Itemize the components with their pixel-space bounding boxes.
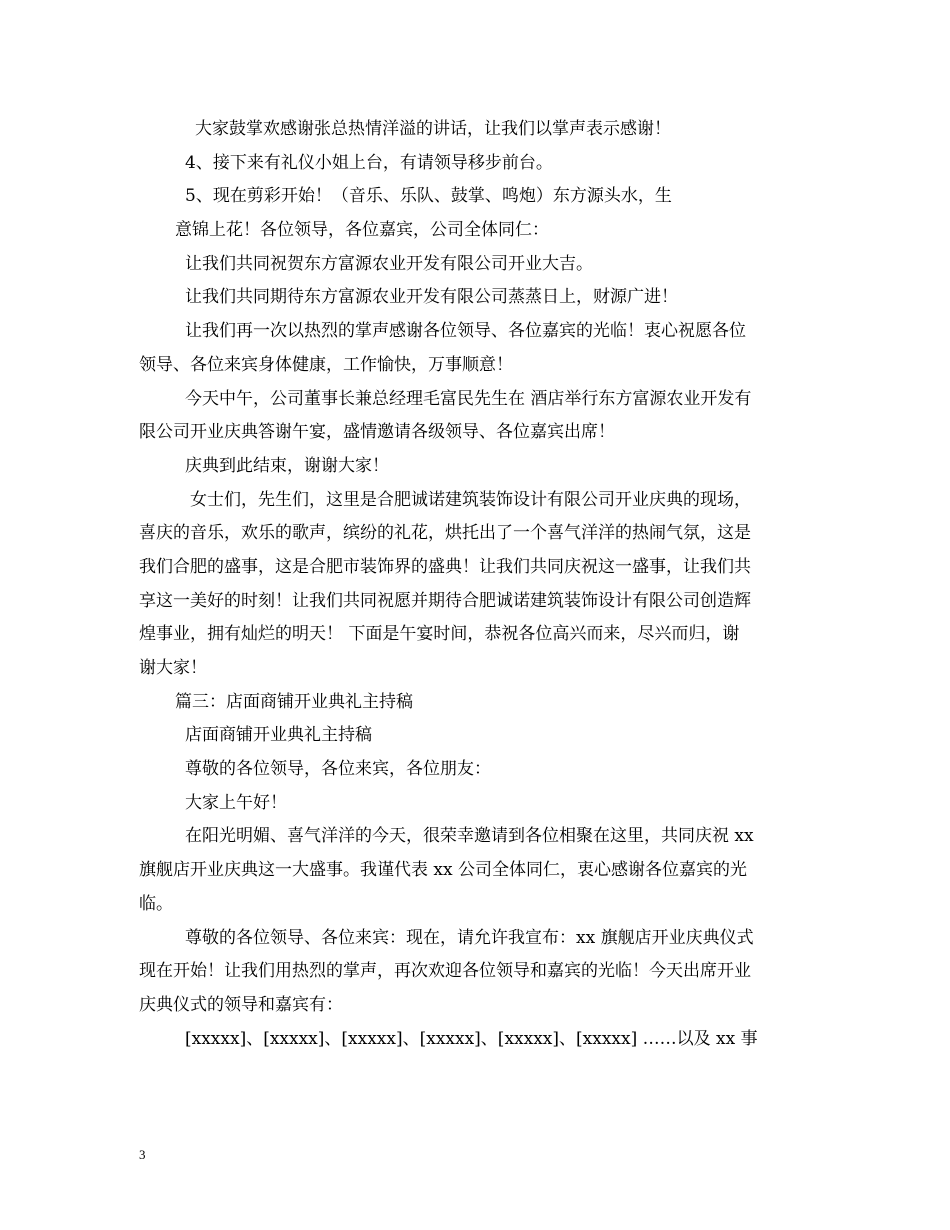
paragraph-line: 今天中午，公司董事长兼总经理毛富民先生在 酒店举行东方富源农业开发有 [185, 388, 752, 409]
paragraph-line: 尊敬的各位领导，各位来宾，各位朋友： [185, 759, 491, 780]
paragraph-line: 临。 [139, 893, 173, 914]
paragraph-line: 享这一美好的时刻！让我们共同祝愿并期待合肥诚诺建筑装饰设计有限公司创造辉 [139, 590, 751, 611]
paragraph-line: 女士们，先生们，这里是合肥诚诺建筑装饰设计有限公司开业庆典的现场， [190, 489, 751, 510]
page-number: 3 [139, 1147, 146, 1162]
paragraph-line: 意锦上花！各位领导，各位嘉宾，公司全体同仁： [175, 220, 549, 241]
paragraph-line: 让我们共同祝贺东方富源农业开发有限公司开业大吉。 [185, 253, 593, 274]
paragraph-line: 5、现在剪彩开始！（音乐、乐队、鼓掌、鸣炮）东方源头水，生 [185, 186, 672, 207]
paragraph-line: 庆典仪式的领导和嘉宾有： [139, 994, 343, 1015]
paragraph-line: [xxxxx]、[xxxxx]、[xxxxx]、[xxxxx]、[xxxxx]、[xxxxx] ……以及 xx 事 [185, 1028, 758, 1049]
paragraph-line: 让我们再一次以热烈的掌声感谢各位领导、各位嘉宾的光临！衷心祝愿各位 [185, 321, 746, 342]
paragraph-line: 领导、各位来宾身体健康，工作愉快，万事顺意！ [139, 354, 513, 375]
paragraph-line: 让我们共同期待东方富源农业开发有限公司蒸蒸日上，财源广进！ [185, 287, 678, 308]
paragraph-line: 现在开始！让我们用热烈的掌声，再次欢迎各位领导和嘉宾的光临！今天出席开业 [139, 961, 751, 982]
paragraph-line: 4、接下来有礼仪小姐上台，有请领导移步前台。 [185, 152, 553, 173]
paragraph-line: 庆典到此结束，谢谢大家！ [185, 455, 389, 476]
paragraph-line: 旗舰店开业庆典这一大盛事。我谨代表 xx 公司全体同仁，衷心感谢各位嘉宾的光 [139, 860, 747, 881]
paragraph-line: 我们合肥的盛事，这是合肥市装饰界的盛典！让我们共同庆祝这一盛事，让我们共 [139, 556, 751, 577]
paragraph-line: 店面商铺开业典礼主持稿 [185, 725, 372, 746]
document-body [139, 113, 815, 1056]
paragraph-line: 谢大家！ [139, 658, 207, 678]
paragraph-line: 在阳光明媚、喜气洋洋的今天，很荣幸邀请到各位相聚在这里，共同庆祝 xx [185, 826, 754, 847]
paragraph-line: 大家上午好！ [185, 792, 287, 813]
section-heading: 篇三：店面商铺开业典礼主持稿 [175, 691, 413, 712]
paragraph-line: 限公司开业庆典答谢午宴，盛情邀请各级领导、各位嘉宾出席！ [139, 422, 615, 443]
paragraph-line: 大家鼓掌欢感谢张总热情洋溢的讲话，让我们以掌声表示感谢！ [195, 119, 671, 139]
paragraph-line: 喜庆的音乐，欢乐的歌声，缤纷的礼花，烘托出了一个喜气洋洋的热闹气氛，这是 [139, 523, 751, 544]
paragraph-line: 煌事业，拥有灿烂的明天！ 下面是午宴时间，恭祝各位高兴而来，尽兴而归，谢 [139, 624, 740, 645]
paragraph-line: 尊敬的各位领导、各位来宾：现在，请允许我宣布：xx 旗舰店开业庆典仪式 [185, 927, 754, 948]
